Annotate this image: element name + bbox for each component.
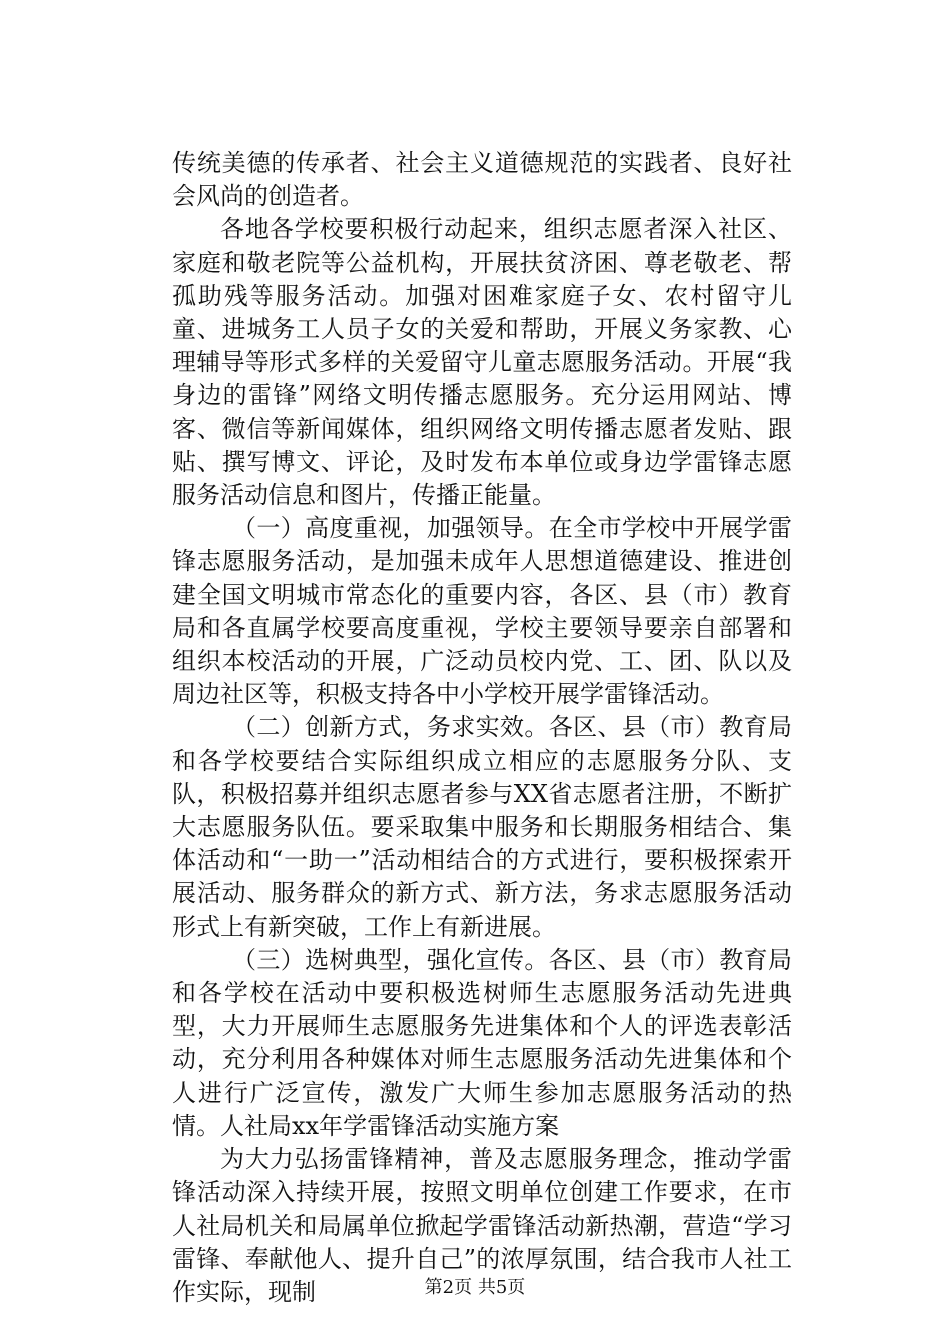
paragraph-section-3: （三）选树典型，强化宣传。各区、县（市）教育局和各学校在活动中要积极选树师生志愿服务活动先进典型，大力开展师生志愿服务先进集体和个人的评选表彰活动，充分利用各种媒体对师生志愿服务活动先进集体和个人进行广泛宣传，激发广大师生参加志愿服务活动的热情。人社局xx年学雷锋活动实施方案 — [172, 945, 792, 1140]
paragraph-volunteer-activities: 各地各学校要积极行动起来，组织志愿者深入社区、家庭和敬老院等公益机构，开展扶贫济困、尊老敬老、帮孤助残等服务活动。加强对困难家庭子女、农村留守儿童、进城务工人员子女的关爱和帮助，开展义务家教、心理辅导等形式多样的关爱留守儿童志愿服务活动。开展“我身边的雷锋”网络文明传播志愿服务。充分运用网站、博客、微信等新闻媒体，组织网络文明传播志愿者发贴、跟贴、撰写博文、评论，及时发布本单位或身边学雷锋志愿服务活动信息和图片，传播正能量。 — [172, 215, 792, 510]
paragraph-implementation-plan: 为大力弘扬雷锋精神，普及志愿服务理念，推动学雷锋活动深入持续开展，按照文明单位创建工作要求，在市人社局机关和局属单位掀起学雷锋活动新热潮，营造“学习雷锋、奉献他人、提升自己”的浓厚氛围，结合我市人社工作实际，现制 — [172, 1145, 792, 1306]
paragraph-section-2: （二）创新方式，务求实效。各区、县（市）教育局和各学校要结合实际组织成立相应的志愿服务分队、支队，积极招募并组织志愿者参与XX省志愿者注册，不断扩大志愿服务队伍。要采取集中服务和长期服务相结合、集体活动和“一助一”活动相结合的方式进行，要积极探索开展活动、服务群众的新方式、新方法，务求志愿服务活动形式上有新突破，工作上有新进展。 — [172, 713, 792, 941]
paragraph-continuation: 传统美德的传承者、社会主义道德规范的实践者、良好社会风尚的创造者。 — [172, 149, 792, 211]
page-number-label: 第2页 共5页 — [424, 1277, 526, 1298]
paragraph-section-1: （一）高度重视，加强领导。在全市学校中开展学雷锋志愿服务活动，是加强未成年人思想道德建设、推进创建全国文明城市常态化的重要内容，各区、县（市）教育局和各直属学校要高度重视，学校主要领导要亲自部署和组织本校活动的开展，广泛动员校内党、工、团、队以及周边社区等，积极支持各中小学校开展学雷锋活动。 — [172, 514, 792, 709]
document-body — [172, 147, 792, 1309]
page-footer — [0, 1273, 950, 1299]
